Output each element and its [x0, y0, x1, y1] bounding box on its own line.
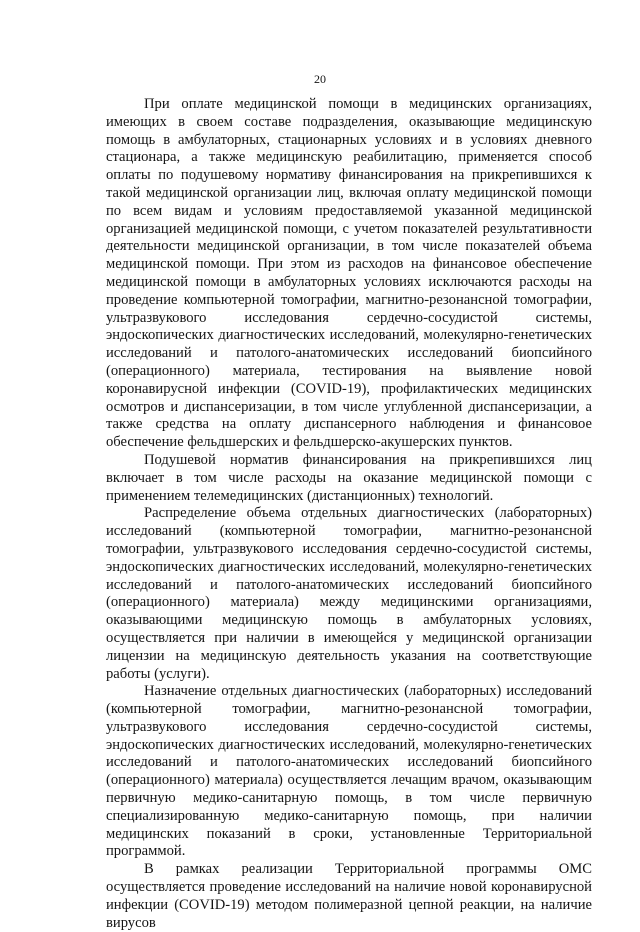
paragraph-covid-testing: В рамках реализации Территориальной программы ОМС осуществляется проведение исследований на наличие новой коронавирусной инфекции (COVID-19) методом полимеразной цепной реакции, на наличие вирусов — [106, 861, 592, 931]
paragraph-payment-method: При оплате медицинской помощи в медицинских организациях, имеющих в своем составе подразделения, оказывающие медицинскую помощь в амбулаторных, стационарных условиях и в условиях дневного стационара, а также медицинскую реабилитацию, применяется способ оплаты по подушевому нормативу финансирования на прикрепившихся к такой медицинской организации лиц, включая оплату медицинской помощи по всем видам и условиям предоставляемой указанной медицинской организацией медицинской помощи, с учетом показателей результативности деятельности медицинской организации, в том числе показателей объема медицинской помощи. При этом из расходов на финансовое обеспечение медицинской помощи в амбулаторных условиях исключаются расходы на проведение компьютерной томографии, магнитно-резонансной томографии, ультразвукового исследования сердечно-сосудистой системы, эндоскопических диагностических исследований, молекулярно-генетических исследований и патолого-анатомических исследований биопсийного (операционного) материала, тестирования на выявление новой коронавирусной инфекции (COVID-19), профилактических медицинских осмотров и диспансеризации, в том числе углубленной диспансеризации, а также средства на оплату диспансерного наблюдения и финансовое обеспечение фельдшерских и фельдшерско-акушерских пунктов. — [106, 96, 592, 451]
paragraph-diagnostics-assignment: Назначение отдельных диагностических (лабораторных) исследований (компьютерной томографии, магнитно-резонансной томографии, ультразвукового исследования сердечно-сосудистой системы, эндоскопических диагностических исследований, молекулярно-генетических исследований и патолого-анатомических исследований биопсийного (операционного) материала) осуществляется лечащим врачом, оказывающим первичную медико-санитарную помощь, в том числе первичную специализированную медико-санитарную помощь, при наличии медицинских показаний в сроки, установленные Территориальной программой. — [106, 683, 592, 860]
paragraph-diagnostics-distribution: Распределение объема отдельных диагностических (лабораторных) исследований (компьютерной томографии, магнитно-резонансной томографии, ультразвукового исследования сердечно-сосудистой системы, эндоскопических диагностических исследований, молекулярно-генетических исследований и патолого-анатомических исследований биопсийного (операционного) материала) между медицинскими организациями, оказывающими медицинскую помощь в амбулаторных условиях, осуществляется при наличии в имеющейся у медицинской организации лицензии на медицинскую деятельность указания на соответствующие работы (услуги). — [106, 505, 592, 682]
page-number: 20 — [314, 72, 326, 86]
body-text — [106, 96, 592, 932]
paragraph-per-capita-norm: Подушевой норматив финансирования на прикрепившихся лиц включает в том числе расходы на оказание медицинской помощи с применением телемедицинских (дистанционных) технологий. — [106, 451, 592, 504]
